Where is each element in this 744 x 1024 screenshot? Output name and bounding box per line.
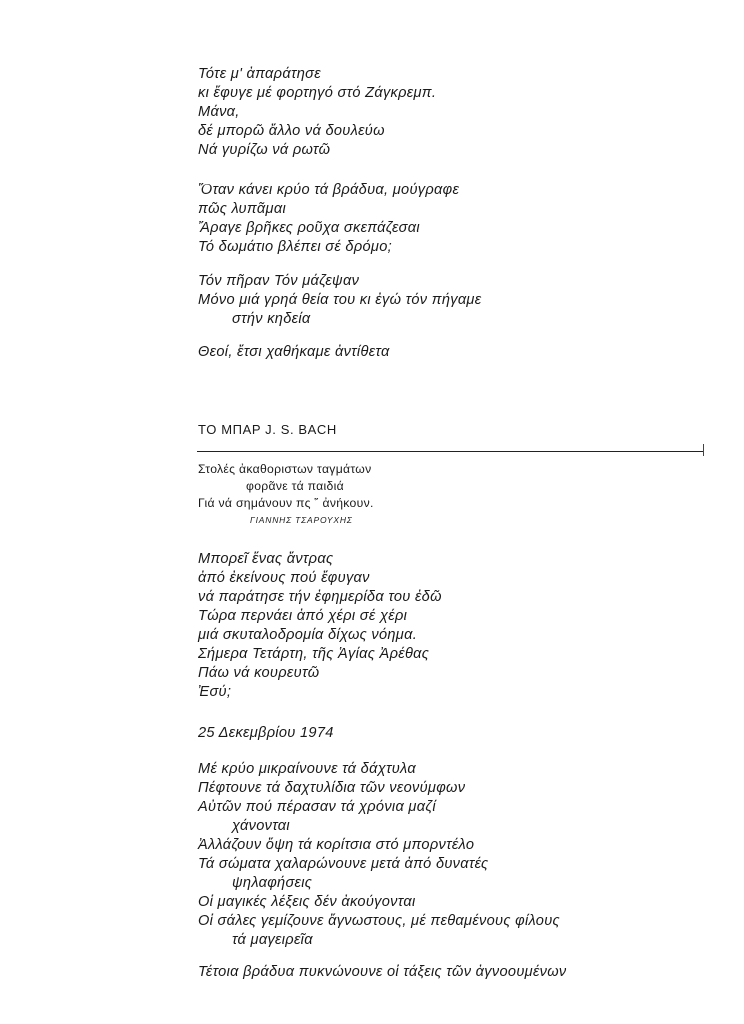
poem-line-indented: ψηλαφήσεις xyxy=(232,875,313,891)
poem-line: Ἄραγε βρῆκες ροῦχα σκεπάζεσαι xyxy=(198,220,420,236)
poem-line: Ὅταν κάνει κρύο τά βράδυα, μούγραφε xyxy=(198,182,460,198)
title-rule xyxy=(197,451,704,452)
poem-line: Θεοί, ἔτσι χαθήκαμε ἀντίθετα xyxy=(198,344,390,360)
poem-line: Μόνο μιά γρηά θεία του κι ἐγώ τόν πήγαμε xyxy=(198,292,482,308)
poem-line: Οἱ σάλες γεμίζουνε ἄγνωστους, μέ πεθαμένους φίλους xyxy=(198,913,560,929)
epigraph-line: Στολές ἀκαθοριστων ταγμάτων xyxy=(198,462,372,476)
poem-line: Νά γυρίζω νά ρωτῶ xyxy=(198,142,331,158)
poem-line: Αὐτῶν πού πέρασαν τά χρόνια μαζί xyxy=(198,799,436,815)
poem-line-indented: τά μαγειρεῖα xyxy=(232,932,313,948)
epigraph-line-indented: φορᾶνε τά παιδιά xyxy=(246,479,344,493)
rule-end-mark xyxy=(703,444,704,456)
poem-line: νά παράτησε τήν ἐφημερίδα του ἐδῶ xyxy=(198,589,442,605)
poem-line: ἀπό ἐκείνους πού ἔφυγαν xyxy=(198,570,370,586)
epigraph-line: Γιά νά σημάνουν πς ῞ ἀνήκουν. xyxy=(198,496,374,510)
poem-line: Τέτοια βράδυα πυκνώνουνε οἱ τάξεις τῶν ἀγνοουμένων xyxy=(198,964,567,980)
poem-line: Οἱ μαγικές λέξεις δέν ἀκούγονται xyxy=(198,894,416,910)
epigraph-author: ΓΙΑΝΝΗΣ ΤΣΑΡΟΥΧΗΣ xyxy=(250,515,353,525)
poem-line: Μέ κρύο μικραίνουνε τά δάχτυλα xyxy=(198,761,416,777)
poem-line: Μάνα, xyxy=(198,104,240,120)
poem-line-indented: χάνονται xyxy=(232,818,290,834)
section-title: ΤΟ ΜΠΑΡ J. S. BACH xyxy=(198,422,337,437)
poem-line: Τότε μ' ἀπαράτησε xyxy=(198,66,321,82)
poem-line: πῶς λυπᾶμαι xyxy=(198,201,286,217)
poem-line: κι ἔφυγε μέ φορτηγό στό Ζάγκρεμπ. xyxy=(198,85,437,101)
date-line: 25 Δεκεμβρίου 1974 xyxy=(198,725,334,741)
poem-line: Ἐσύ; xyxy=(198,684,232,700)
poem-line: Ἀλλάζουν ὄψη τά κορίτσια στό μπορντέλο xyxy=(198,837,475,853)
poem-line: Σήμερα Τετάρτη, τῆς Ἁγίας Ἀρέθας xyxy=(198,646,430,662)
poem-line: Μπορεῖ ἕνας ἄντρας xyxy=(198,551,334,567)
poem-line: Πέφτουνε τά δαχτυλίδια τῶν νεονύμφων xyxy=(198,780,466,796)
poem-line: Τόν πῆραν Τόν μάζεψαν xyxy=(198,273,360,289)
poem-line-indented: στήν κηδεία xyxy=(232,311,311,327)
poem-line: μιά σκυταλοδρομία δίχως νόημα. xyxy=(198,627,418,643)
poem-line: Τώρα περνάει ἀπό χέρι σέ χέρι xyxy=(198,608,408,624)
poem-line: Τό δωμάτιο βλέπει σέ δρόμο; xyxy=(198,239,392,255)
poem-line: Πάω νά κουρευτῶ xyxy=(198,665,320,681)
poem-line: Τά σώματα χαλαρώνουνε μετά ἀπό δυνατές xyxy=(198,856,489,872)
poem-line: δέ μπορῶ ἄλλο νά δουλεύω xyxy=(198,123,385,139)
